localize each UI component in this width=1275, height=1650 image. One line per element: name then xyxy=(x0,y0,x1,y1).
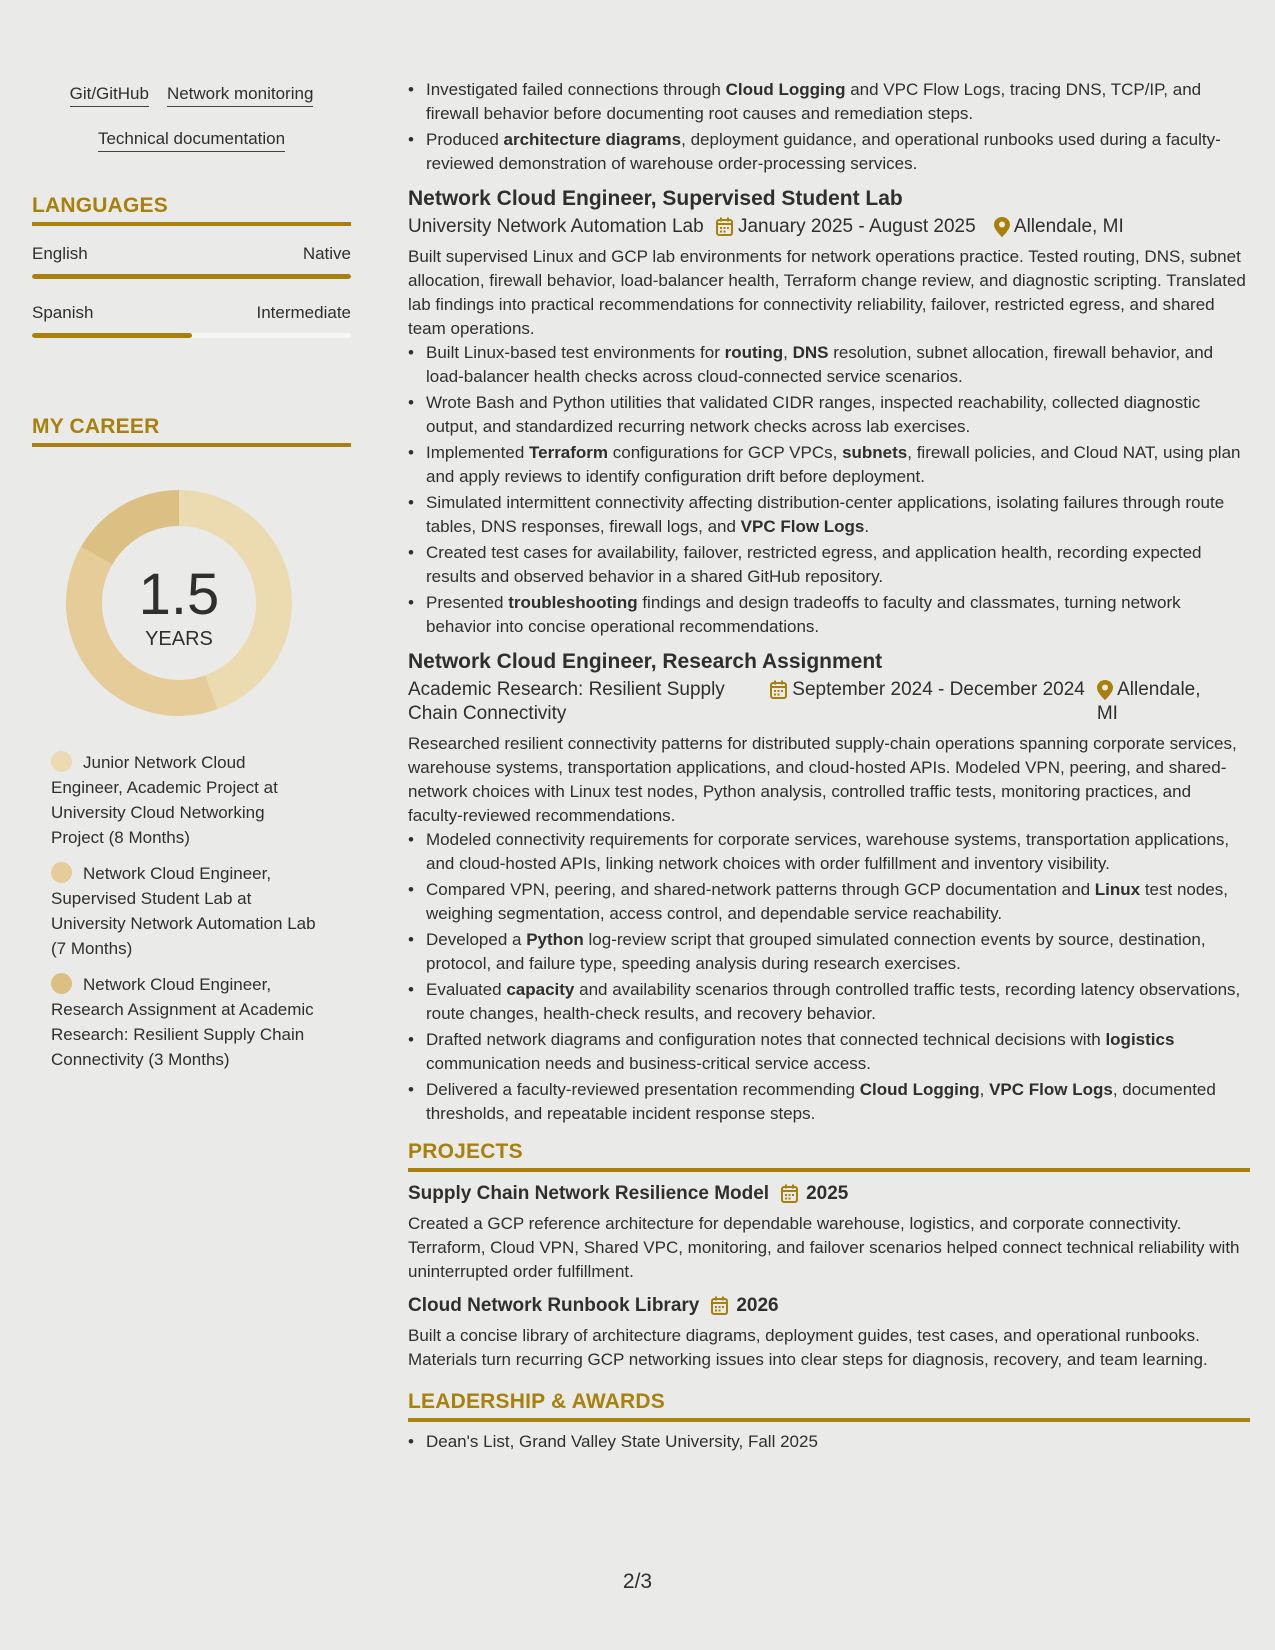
language-item xyxy=(32,303,351,338)
main-content xyxy=(408,78,1250,1456)
project-entry xyxy=(408,1294,1250,1372)
experience-bullet: • Evaluated capacity and availability scenarios through controlled traffic tests, recording latency observations, route changes, health-check results, and recovery behavior. xyxy=(408,978,1250,1026)
language-level: Native xyxy=(302,244,351,263)
legend-dot xyxy=(51,751,72,772)
job-bullets xyxy=(408,828,1250,1126)
projects-list xyxy=(408,1182,1250,1372)
job-organization: University Network Automation Lab xyxy=(408,216,704,237)
career-donut-chart xyxy=(66,490,292,716)
project-description: Built a concise library of architecture diagrams, deployment guides, test cases, and operational runbooks. Materials turn recurring GCP networking issues into clear steps for diagnosis, recovery, and team learning. xyxy=(408,1326,1208,1369)
language-bar xyxy=(32,274,351,279)
job-description: Researched resilient connectivity patterns for distributed supply-chain operations spanning corporate services, warehouse systems, transportation applications, and cloud-hosted APIs. Modeled VPN, peering, and shared-network choices with Linux test nodes, Python analysis, controlled traffic tests, monitoring practices, and faculty-reviewed recommendations. xyxy=(408,734,1237,825)
calendar-icon xyxy=(770,680,787,699)
job-dates: January 2025 - August 2025 xyxy=(737,216,976,237)
job-description: Built supervised Linux and GCP lab environments for network operations practice. Tested routing, DNS, subnet allocation, firewall behavior, load-balancer health, Terraform change review, and diagnostic scripting. Translated lab findings into practical recommendations for connectivity reliability, failover, restricted egress, and shared team operations. xyxy=(408,247,1246,338)
career-legend-item xyxy=(51,861,321,961)
experience-bullet: • Built Linux-based test environments for routing, DNS resolution, subnet allocation, firewall behavior, and load-balancer health checks across cloud-connected service scenarios. xyxy=(408,341,1250,389)
career-total: 1.5 xyxy=(138,562,220,627)
job-entry xyxy=(408,184,1250,639)
legend-label: Network Cloud Engineer, Supervised Student Lab at University Network Automation Lab (7 Months) xyxy=(51,864,316,958)
job-title: Network Cloud Engineer, Supervised Student Lab xyxy=(408,187,903,210)
language-name: Spanish xyxy=(32,303,94,322)
experience-bullet: • Presented troubleshooting findings and design tradeoffs to faculty and classmates, turning network behavior into concise operational recommendations. xyxy=(408,591,1250,639)
job-meta xyxy=(408,678,1250,726)
experience-bullet: • Produced architecture diagrams, deployment guidance, and operational runbooks used during a faculty-reviewed demonstration of warehouse order-processing services. xyxy=(408,128,1250,176)
career-legend xyxy=(51,750,321,1072)
calendar-icon xyxy=(781,1184,798,1203)
projects-heading: PROJECTS xyxy=(408,1140,1250,1172)
experience-bullet: • Delivered a faculty-reviewed presentation recommending Cloud Logging, VPC Flow Logs, documented thresholds, and repeatable incident response steps. xyxy=(408,1078,1250,1126)
experience-bullet: • Simulated intermittent connectivity affecting distribution-center applications, isolating failures through route tables, DNS responses, firewall logs, and VPC Flow Logs. xyxy=(408,491,1250,539)
job-dates: September 2024 - December 2024 xyxy=(792,679,1085,700)
legend-label: Network Cloud Engineer, Research Assignment at Academic Research: Resilient Supply Chain Connectivity (3 Months) xyxy=(51,975,314,1069)
skill-tag: Git/GitHub xyxy=(70,84,149,107)
experience-bullet: • Drafted network diagrams and configuration notes that connected technical decisions with logistics communication needs and business-critical service access. xyxy=(408,1028,1250,1076)
experience-list xyxy=(408,184,1250,1126)
previous-job-bullets xyxy=(408,78,1250,176)
project-year: 2026 xyxy=(736,1295,779,1316)
job-bullets xyxy=(408,341,1250,639)
experience-bullet: • Implemented Terraform configurations for GCP VPCs, subnets, firewall policies, and Cloud NAT, using plan and apply reviews to identify configuration drift before deployment. xyxy=(408,441,1250,489)
skill-tag: Network monitoring xyxy=(167,84,313,107)
experience-bullet: • Investigated failed connections through Cloud Logging and VPC Flow Logs, tracing DNS, TCP/IP, and firewall behavior before documenting root causes and remediation steps. xyxy=(408,78,1250,126)
skill-tag: Technical documentation xyxy=(98,129,285,152)
project-title: Cloud Network Runbook Library xyxy=(408,1295,700,1316)
project-title: Supply Chain Network Resilience Model xyxy=(408,1183,770,1204)
project-description: Created a GCP reference architecture for dependable warehouse, logistics, and corporate connectivity. Terraform, Cloud VPN, Shared VPC, monitoring, and failover scenarios helped connect technical reliability with uninterrupted order fulfillment. xyxy=(408,1214,1240,1281)
page-number: 2/3 xyxy=(622,1570,653,1593)
career-legend-item xyxy=(51,750,321,850)
sidebar xyxy=(32,84,351,1083)
job-location: Allendale, MI xyxy=(1013,216,1124,237)
job-organization: Academic Research: Resilient Supply Chain Connectivity xyxy=(408,679,725,724)
award-item: • Dean's List, Grand Valley State University, Fall 2025 xyxy=(408,1430,1250,1454)
project-year: 2025 xyxy=(806,1183,849,1204)
project-entry xyxy=(408,1182,1250,1284)
location-pin-icon xyxy=(1097,680,1113,700)
language-bar-fill xyxy=(32,333,192,338)
career-legend-item xyxy=(51,972,321,1072)
experience-bullet: • Compared VPN, peering, and shared-network patterns through GCP documentation and Linux test nodes, weighing segmentation, access control, and dependable service reachability. xyxy=(408,878,1250,926)
skills-list xyxy=(32,84,351,152)
languages-heading: LANGUAGES xyxy=(32,194,351,226)
job-entry xyxy=(408,647,1250,1126)
awards-list xyxy=(408,1430,1250,1454)
location-pin-icon xyxy=(994,217,1010,237)
legend-dot xyxy=(51,973,72,994)
calendar-icon xyxy=(711,1296,728,1315)
career-unit: YEARS xyxy=(145,628,213,650)
experience-bullet: • Modeled connectivity requirements for corporate services, warehouse systems, transportation applications, and cloud-hosted APIs, linking network choices with order fulfillment and inventory visibility. xyxy=(408,828,1250,876)
calendar-icon xyxy=(716,217,733,236)
legend-dot xyxy=(51,862,72,883)
language-bar-fill xyxy=(32,274,351,279)
language-name: English xyxy=(32,244,88,263)
awards-heading: LEADERSHIP & AWARDS xyxy=(408,1390,1250,1422)
job-meta xyxy=(408,215,1250,239)
legend-label: Junior Network Cloud Engineer, Academic Project at University Cloud Networking Project (8 Months) xyxy=(51,753,278,847)
language-item xyxy=(32,244,351,279)
job-location: Allendale, MI xyxy=(1096,679,1201,724)
experience-bullet: • Developed a Python log-review script that grouped simulated connection events by source, destination, protocol, and failure type, speeding analysis during research exercises. xyxy=(408,928,1250,976)
experience-bullet: • Wrote Bash and Python utilities that validated CIDR ranges, inspected reachability, collected diagnostic output, and standardized recurring network checks across lab exercises. xyxy=(408,391,1250,439)
career-heading: MY CAREER xyxy=(32,415,351,447)
language-bar xyxy=(32,333,351,338)
job-title: Network Cloud Engineer, Research Assignment xyxy=(408,650,883,673)
language-level: Intermediate xyxy=(256,303,351,322)
experience-bullet: • Created test cases for availability, failover, restricted egress, and application health, recording expected results and observed behavior in a shared GitHub repository. xyxy=(408,541,1250,589)
